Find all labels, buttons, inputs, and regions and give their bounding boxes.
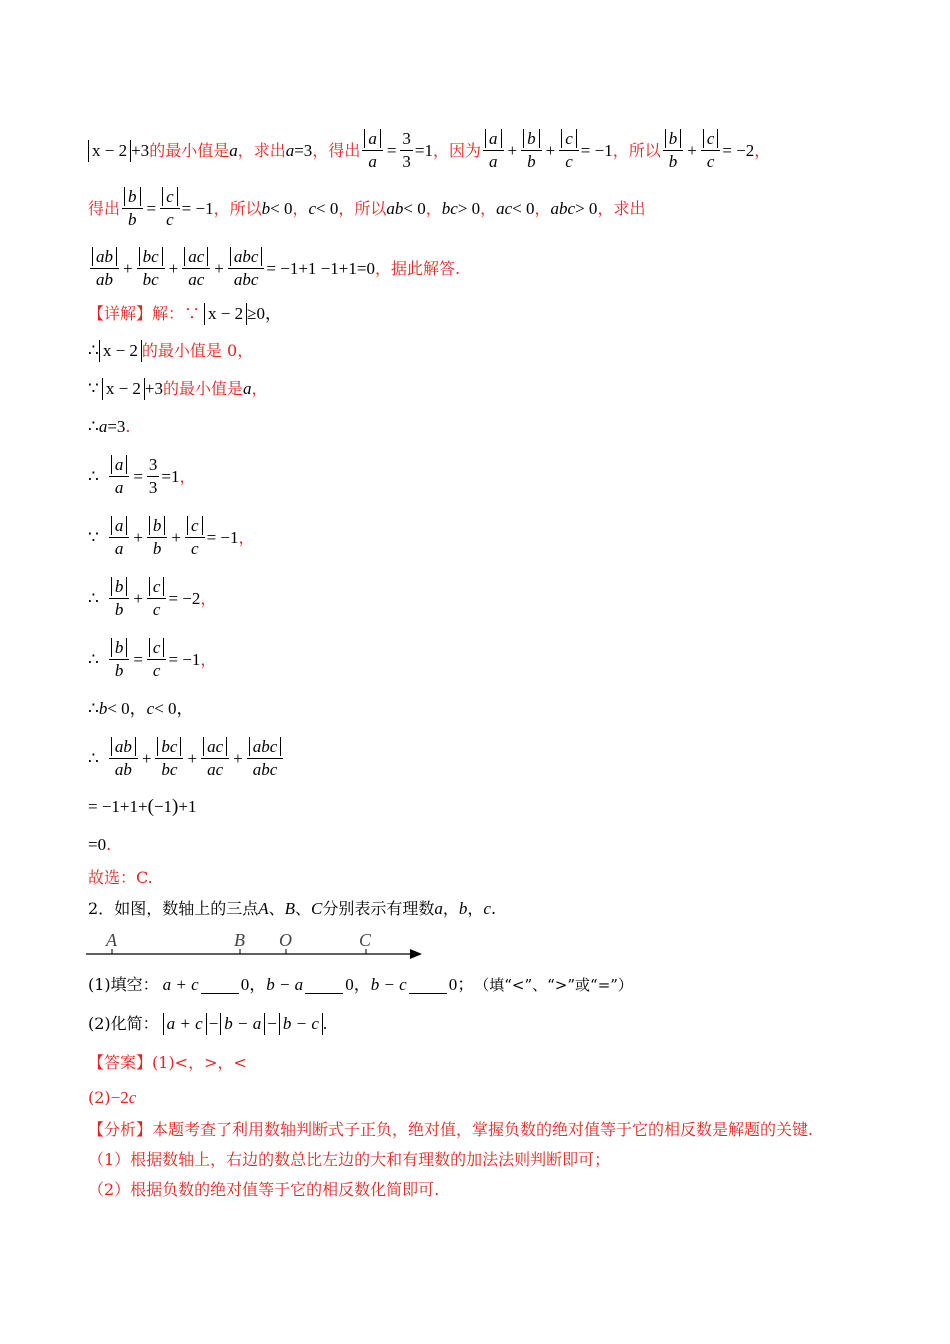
analysis-line-3: $\frac{ab}{ab}$ + $\frac{bc}{bc}$ + $\frac{ac}{ac}$ + $\frac{\text{abc}}{\text{abc}}$ = −1+1 −1+1=0 ，据此解答. (88, 246, 460, 291)
detail-line-12: =0 . (88, 835, 112, 854)
analysis2-line-3: （2）根据负数的绝对值等于它的相反数化简即可. (88, 1180, 440, 1199)
detail-line-11: = −1+1+ ( −1 ) +1 (88, 796, 197, 817)
abs-x-minus-2: x − 2 (88, 140, 131, 162)
fraction-abs-a-over-a: $\frac{a}{a}$ (362, 128, 383, 173)
choice-line (88, 867, 153, 889)
axis-label-C: C (359, 930, 372, 950)
blank-1[interactable] (201, 977, 239, 994)
answer-label: 【答案】 (88, 1053, 153, 1072)
question-2-part-1: (1)填空： a + c 0， b − a 0， b − c 0； （填“<”、“>”或“=”） (88, 975, 633, 994)
analysis2-line-2: （1）根据数轴上，右边的数总比左边的大和有理数的加法法则判断即可； (88, 1150, 611, 1169)
number-line-figure (86, 924, 426, 962)
detail-line-8: ∴ $\frac{b}{b}$ = $\frac{c}{c}$ = −1 ， (88, 638, 217, 680)
detail-line-2: ∴ x − 2 的最小值是 0， (88, 341, 254, 360)
detail-line-1: 【详解】 解：∵ x − 2 ≥0， (88, 304, 282, 323)
choice-answer: 故选：C. (88, 868, 153, 887)
fraction-3-over-3: $\frac{3}{3}$ (402, 129, 411, 171)
detail-line-3: ∵ x − 2 +3 的最小值是 a ， (88, 379, 268, 398)
axis-label-B: B (234, 930, 245, 950)
detail-line-6: ∵ $\frac{a}{a}$ + $\frac{b}{b}$ + $\frac{c}{c}$ = −1 ， (88, 516, 255, 558)
answer-line-1: 【答案】 (1)<，>，< (88, 1053, 247, 1072)
question-2-part-2: (2)化简： a + c − b − a − b − c . (88, 1014, 328, 1033)
question-2: 2． 如图，数轴上的三点 A 、 B 、 C 分别表示有理数 a ， b ， c . (88, 899, 497, 918)
blank-3[interactable] (409, 977, 447, 994)
detail-line-10: ∴ $\frac{ab}{ab}$ + $\frac{bc}{bc}$ + $\frac{ac}{ac}$ + $\frac{\text{abc}}{\text{abc}}$ (88, 736, 285, 781)
analysis-line-2: 得出 $\frac{b}{b}$ = $\frac{c}{c}$ = −1 ，所以 b < 0 ， c < 0 ，所以 ab < 0 ， bc > 0 ， ac < 0 ， abc > 0 ，求出 (88, 187, 646, 229)
answer-line-2: (2) −2 c (88, 1088, 137, 1107)
analysis-line-1: x − 2 +3 的最小值是 a ，求出 a =3 ，得出 $\frac{a}{a}$ = $\frac{3}{3}$ =1 ，因为 $\frac{a}{a}$ + $\frac{b}{b}$ + $\frac{c}{c}$ = −1 ，所以 $\frac{b}{b}$ + $\frac{c}{c}$ = −2 ， (88, 128, 770, 173)
blank-2[interactable] (305, 977, 343, 994)
axis-label-O: O (279, 930, 292, 950)
detail-line-9: ∴ b < 0， c < 0， (88, 699, 194, 718)
detail-line-5: ∴ $\frac{a}{a}$ = $\frac{3}{3}$ =1 ， (88, 455, 196, 497)
analysis2-label: 【分析】 (88, 1120, 153, 1139)
axis-label-A: A (106, 930, 117, 950)
analysis2-line-1: 【分析】 本题考查了利用数轴判断式子正负，绝对值，掌握负数的绝对值等于它的相反数是解题的关键. (88, 1120, 814, 1139)
number-line-arrow (410, 949, 422, 959)
detail-label: 【详解】 (88, 304, 153, 323)
detail-line-4: ∴ a =3 . (88, 417, 131, 436)
detail-line-7: ∴ $\frac{b}{b}$ + $\frac{c}{c}$ = −2 ， (88, 577, 217, 619)
